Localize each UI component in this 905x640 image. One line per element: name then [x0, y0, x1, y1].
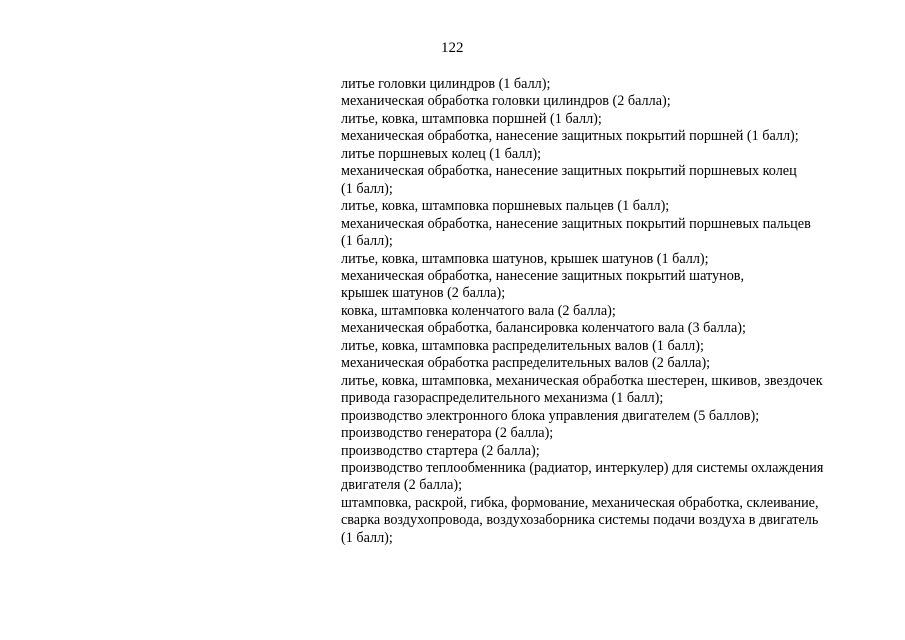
text-line: привода газораспределительного механизма (1 балл); — [341, 390, 664, 407]
document-body — [341, 76, 881, 547]
text-line: механическая обработка, балансировка коленчатого вала (3 балла); — [341, 320, 746, 337]
text-line: механическая обработка, нанесение защитных покрытий поршневых колец — [341, 163, 797, 180]
text-line: производство теплообменника (радиатор, интеркулер) для системы охлаждения — [341, 459, 824, 476]
text-line: литье, ковка, штамповка поршневых пальцев (1 балл); — [341, 198, 670, 215]
text-line: (1 балл); — [341, 233, 393, 250]
text-line: литье, ковка, штамповка, механическая обработка шестерен, шкивов, звездочек — [341, 372, 823, 389]
text-line: механическая обработка, нанесение защитных покрытий поршневых пальцев — [341, 215, 811, 232]
text-line: двигателя (2 балла); — [341, 477, 463, 494]
text-line: механическая обработка, нанесение защитных покрытий поршней (1 балл); — [341, 128, 799, 145]
text-line: литье, ковка, штамповка распределительных валов (1 балл); — [341, 337, 704, 354]
page-number: 122 — [441, 40, 464, 56]
text-line: литье головки цилиндров (1 балл); — [341, 76, 551, 92]
text-line: механическая обработка распределительных валов (2 балла); — [341, 355, 711, 372]
text-line: производство генератора (2 балла); — [341, 425, 554, 442]
text-line: сварка воздухопровода, воздухозаборника системы подачи воздуха в двигатель — [341, 512, 819, 529]
text-line: механическая обработка, нанесение защитных покрытий шатунов, — [341, 267, 745, 284]
text-line: (1 балл); — [341, 529, 393, 546]
text-line: производство стартера (2 балла); — [341, 442, 540, 459]
text-line: штамповка, раскрой, гибка, формование, механическая обработка, склеивание, — [341, 494, 819, 511]
text-line: механическая обработка головки цилиндров (2 балла); — [341, 93, 671, 110]
text-line: ковка, штамповка коленчатого вала (2 балла); — [341, 302, 616, 319]
text-line: производство электронного блока управления двигателем (5 баллов); — [341, 407, 760, 424]
text-line: крышек шатунов (2 балла); — [341, 285, 506, 302]
text-line: (1 балл); — [341, 180, 393, 197]
text-line: литье поршневых колец (1 балл); — [341, 145, 542, 162]
text-line: литье, ковка, штамповка поршней (1 балл); — [341, 110, 602, 127]
text-line: литье, ковка, штамповка шатунов, крышек шатунов (1 балл); — [341, 250, 709, 267]
